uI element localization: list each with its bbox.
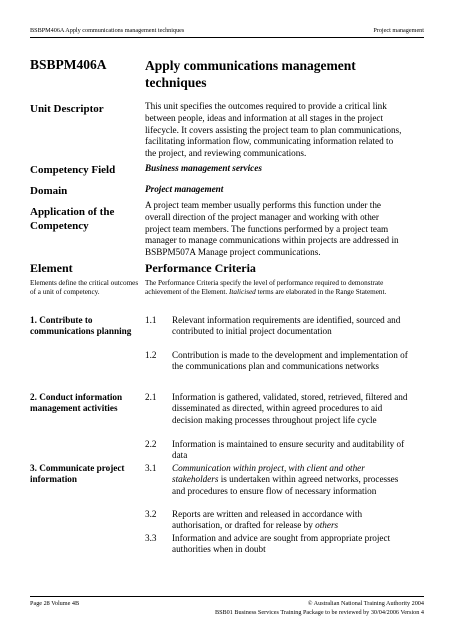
unit-descriptor-label: Unit Descriptor	[30, 103, 104, 115]
footer-rule	[30, 596, 424, 597]
element-3-title: 3. Communicate project information	[30, 463, 125, 485]
criterion-number: 3.3	[145, 533, 157, 543]
footer-copyright: © Australian National Training Authority 2004	[307, 600, 424, 607]
element-description: Elements define the critical outcomes of a unit of competency.	[30, 279, 139, 297]
running-header-left: BSBPM406A Apply communications management techniques	[30, 27, 185, 34]
footer-version: BSB01 Business Services Training Package to be reviewed by 30/04/2006 Version 4	[214, 609, 424, 616]
criterion-number: 2.2	[145, 439, 157, 449]
criterion-text: Contribution is made to the development and implementation of the communications plan and communications networks	[172, 350, 408, 372]
criterion-number: 2.1	[145, 392, 157, 402]
criterion-number: 3.2	[145, 509, 157, 519]
footer-page-number: Page 28 Volume 4B	[30, 600, 80, 607]
criterion-text: Relevant information requirements are identified, sourced and contributed to initial project documentation	[172, 315, 401, 337]
criterion-text: Communication within project, with client and other stakeholders is undertaken within agreed networks, processes and procedures to ensure flow of necessary information	[172, 463, 399, 496]
header-rule	[30, 37, 424, 38]
application-label: Application of the Competency	[30, 206, 115, 232]
competency-field-value: Business management services	[145, 163, 262, 173]
running-header-right: Project management	[373, 27, 424, 34]
criterion-text: Information and advice are sought from appropriate project authorities when in doubt	[172, 533, 391, 555]
domain-value: Project management	[145, 184, 224, 194]
criterion-number: 3.1	[145, 463, 157, 473]
element-2-title: 2. Conduct information management activities	[30, 392, 123, 414]
performance-criteria-description: The Performance Criteria specify the level of performance required to demonstrate achievement of the Element. Italicised terms are elaborated in the Range Statement.	[145, 279, 387, 297]
domain-label: Domain	[30, 185, 68, 197]
element-heading: Element	[30, 261, 73, 275]
italicised-word: Italicised	[229, 288, 256, 297]
criterion-text: Information is gathered, validated, stored, retrieved, filtered and disseminated as directed, within agreed procedures to aid decision making processes throughout project life cycle	[172, 392, 408, 425]
range-term: others	[315, 520, 339, 531]
range-term: Communication within project, with client and other stakeholders	[172, 463, 365, 485]
unit-descriptor-text: This unit specifies the outcomes required to provide a critical link between people, ideas and information at all stages in the project lifecycle. It covers assisting the project team to plan communications, facilitating information flow, communicating information related to the project, and reviewing communications.	[145, 101, 402, 159]
criterion-number: 1.1	[145, 315, 157, 325]
criterion-number: 1.2	[145, 350, 157, 360]
performance-criteria-heading: Performance Criteria	[145, 261, 256, 275]
unit-code: BSBPM406A	[30, 57, 107, 72]
element-1-title: 1. Contribute to communications planning	[30, 315, 132, 337]
criterion-text: Information is maintained to ensure security and auditability of data	[172, 439, 405, 461]
competency-field-label: Competency Field	[30, 164, 116, 176]
criterion-text: Reports are written and released in accordance with authorisation, or drafted for release by others	[172, 509, 363, 531]
application-text: A project team member usually performs this function under the overall direction of the project manager and working with other project team members. The functions performed by a project team manager to manage communications within projects are addressed in BSBPM507A Manage project communications.	[145, 200, 399, 258]
unit-title: Apply communications management techniques	[145, 58, 356, 90]
